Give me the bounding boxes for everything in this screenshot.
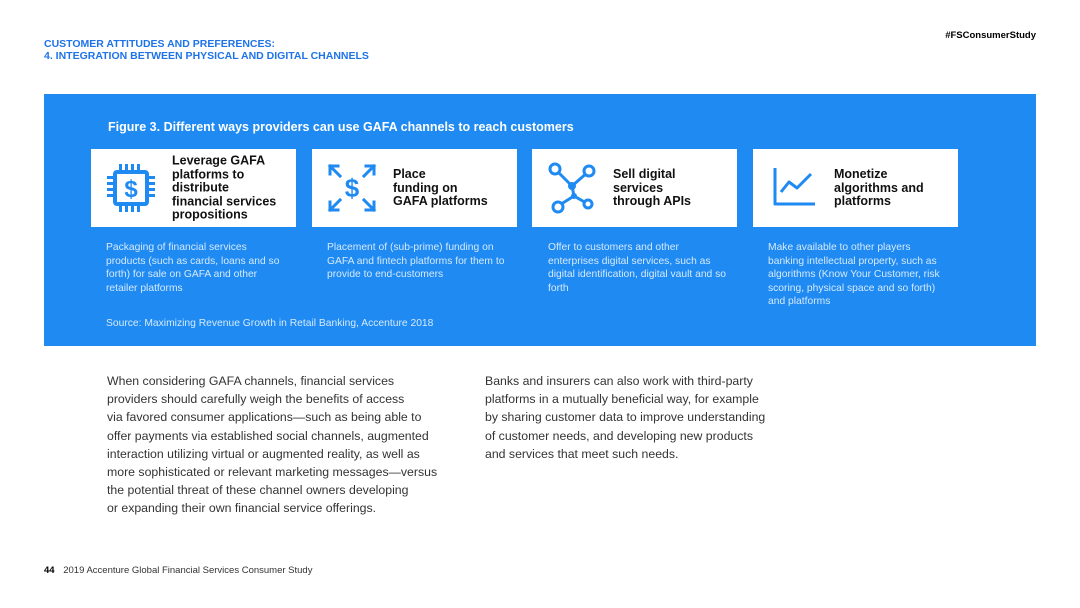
body-line: providers should carefully weigh the benefits of access — [107, 392, 405, 407]
body-line: platforms in a mutually beneficial way, for example — [485, 392, 759, 407]
card-label: Sell digital services through APIs — [613, 166, 692, 208]
page-footer — [44, 565, 312, 576]
body-column-left — [107, 372, 437, 518]
body-line: via favored consumer applications—such as being able to — [107, 410, 422, 425]
section-title-line1: CUSTOMER ATTITUDES AND PREFERENCES: — [44, 38, 276, 50]
card-sell-digital — [532, 149, 737, 227]
card-description: Placement of (sub-prime) funding on GAFA and fintech platforms for them to provide to end-customers — [327, 242, 505, 280]
body-line: interaction utilizing virtual or augmented reality, as well as — [107, 446, 420, 461]
card-description: Packaging of financial services products (such as cards, loans and so forth) for sale on GAFA and other retailer platforms — [106, 242, 280, 294]
body-line: When considering GAFA channels, financial services — [107, 374, 395, 388]
body-line: or expanding their own financial service offerings. — [107, 501, 377, 516]
footer-text: 2019 Accenture Global Financial Services Consumer Study — [63, 565, 313, 576]
network-nodes-icon — [546, 162, 598, 214]
body-line: the potential threat of these channel owners developing — [107, 483, 409, 498]
figure-title: Figure 3. Different ways providers can use GAFA channels to reach customers — [108, 120, 574, 134]
figure-panel — [44, 94, 1036, 346]
figure-source: Source: Maximizing Revenue Growth in Retail Banking, Accenture 2018 — [106, 318, 434, 329]
section-header — [44, 38, 369, 62]
card-label: Leverage GAFA platforms to distribute financial services propositions — [172, 153, 277, 222]
hashtag: #FSConsumerStudy — [945, 30, 1036, 41]
card-label: Monetize algorithms and platforms — [834, 166, 924, 208]
body-line: by sharing customer data to improve understanding — [485, 410, 766, 425]
card-label: Place funding on GAFA platforms — [393, 166, 488, 208]
svg-text:$: $ — [124, 176, 138, 203]
body-line: Banks and insurers can also work with third-party — [485, 374, 753, 388]
body-line: more sophisticated or relevant marketing messages—versus — [107, 465, 438, 480]
card-description: Make available to other players banking intellectual property, such as algorithms (Know Your Customer, risk scoring, physical space and so forth) and platforms — [768, 242, 940, 307]
chip-dollar-icon — [105, 162, 157, 214]
page-number: 44 — [44, 565, 55, 576]
card-leverage-gafa — [91, 149, 296, 227]
card-place-funding — [312, 149, 517, 227]
body-line: of customer needs, and developing new products — [485, 428, 753, 443]
body-line: and services that meet such needs. — [485, 446, 679, 461]
body-column-right — [485, 372, 765, 463]
body-line: offer payments via established social channels, augmented — [107, 428, 429, 443]
section-title-line2: 4. INTEGRATION BETWEEN PHYSICAL AND DIGITAL CHANNELS — [44, 50, 369, 62]
line-chart-icon — [767, 162, 819, 214]
card-description: Offer to customers and other enterprises digital services, such as digital identification, digital vault and so forth — [548, 242, 727, 294]
card-monetize — [753, 149, 958, 227]
dollar-arrows-icon — [326, 162, 378, 214]
svg-text:$: $ — [344, 173, 360, 203]
